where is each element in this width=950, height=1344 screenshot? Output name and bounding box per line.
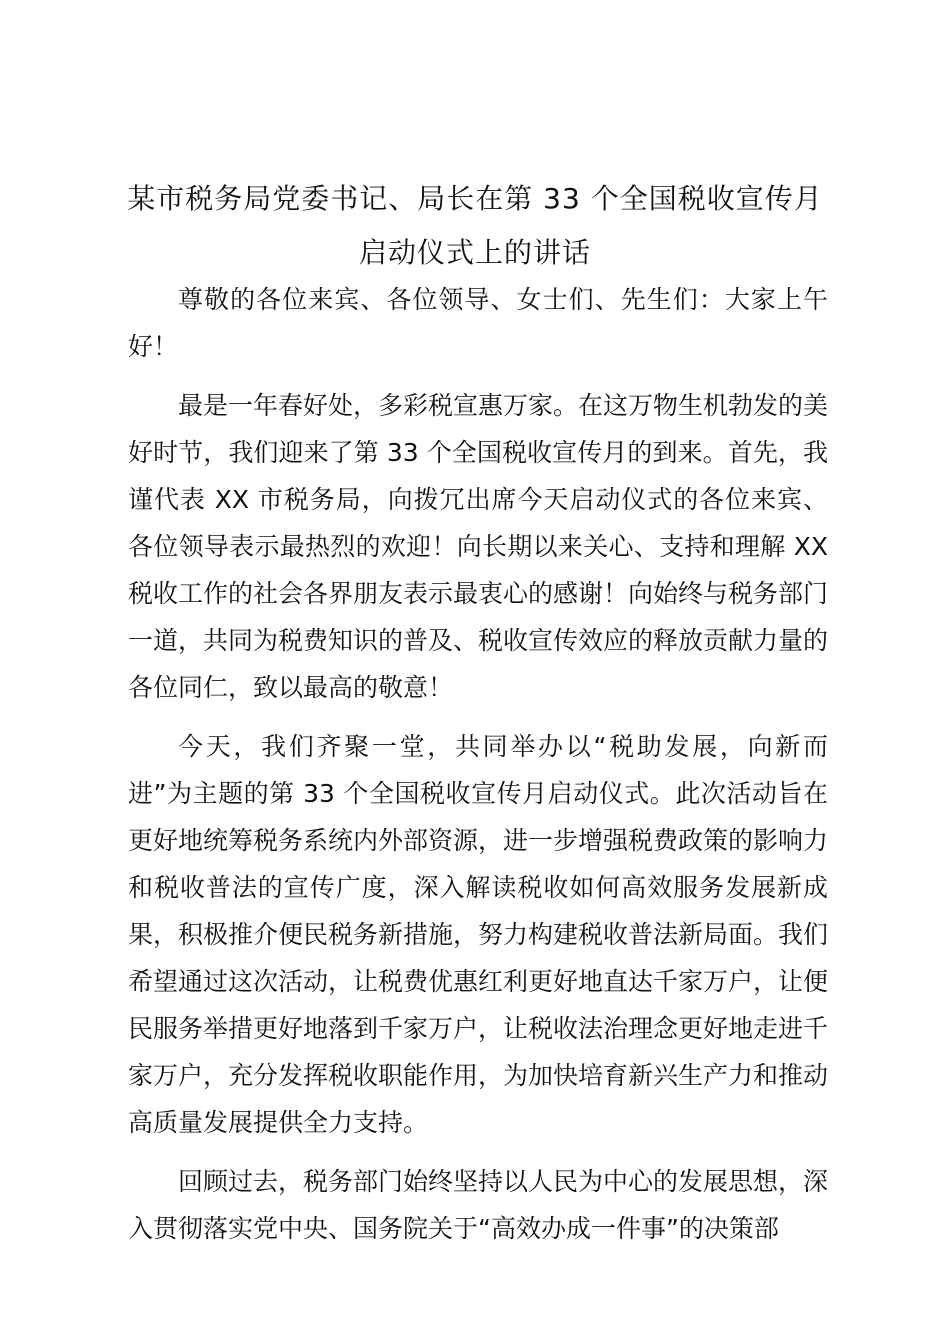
paragraph-theme: 今天，我们齐聚一堂，共同举办以“税助发展，向新而进”为主题的第 33 个全国税收宣传月启动仪式。此次活动旨在更好地统筹税务系统内外部资源，进一步增强税费政策的影响力和税收普法的宣传广度，深入解读税收如何高效服务发展新成果，积极推介便民税务新措施，努力构建税收普法新局面。我们希望通过这次活动，让税费优惠红利更好地直达千家万户，让便民服务举措更好地落到千家万户，让税收法治理念更好地走进千家万户，充分发挥税收职能作用，为加快培育新兴生产力和推动高质量发展提供全力支持。 [128,732,829,1137]
title-line-1: 某市税务局党委书记、局长在第 33 个全国税收宣传月 [127,182,823,215]
paragraph-greeting: 尊敬的各位来宾、各位领导、女士们、先生们：大家上午好！ [128,285,828,361]
document-body [128,276,828,1252]
paragraph-welcome: 最是一年春好处，多彩税宣惠万家。在这万物生机勃发的美好时节，我们迎来了第 33 个全国税收宣传月的到来。首先，我谨代表 XX 市税务局，向拨冗出席今天启动仪式的各位来宾、各位领导表示最热烈的欢迎！向长期以来关心、支持和理解 XX 税收工作的社会各界朋友表示最衷心的感谢！向始终与税务部门一道，共同为税费知识的普及、税收宣传效应的释放贡献力量的各位同仁，致以最高的敬意！ [128,391,829,702]
paragraph-review: 回顾过去，税务部门始终坚持以人民为中心的发展思想，深入贯彻落实党中央、国务院关于“高效办成一件事”的决策部 [128,1167,829,1243]
document-title [100,172,850,280]
title-line-2: 启动仪式上的讲话 [358,236,591,269]
